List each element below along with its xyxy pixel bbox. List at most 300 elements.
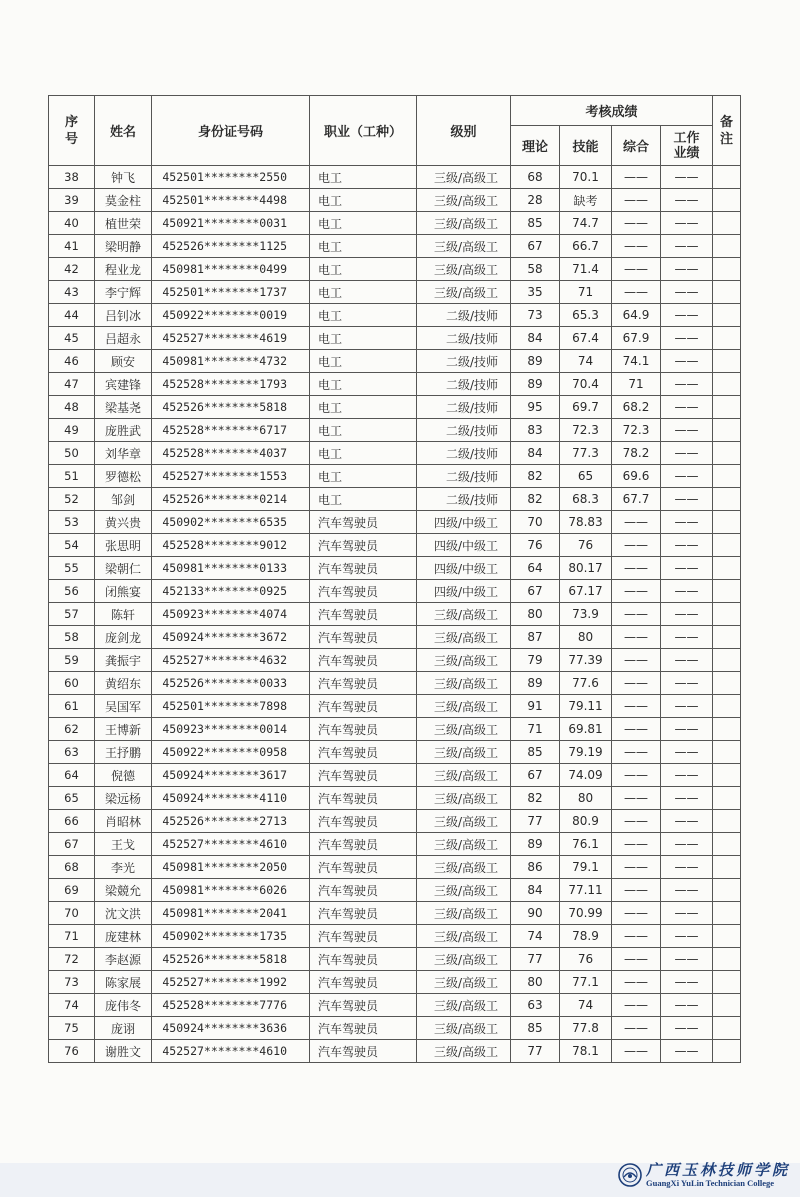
cell-skill: 74.09 (560, 764, 612, 787)
cell-theory: 89 (511, 350, 560, 373)
cell-level: 三级/高级工 (417, 649, 511, 672)
cell-work: —— (661, 580, 713, 603)
table-row (49, 764, 741, 787)
cell-skill: 77.8 (560, 1017, 612, 1040)
cell-theory: 82 (511, 488, 560, 511)
table-row (49, 718, 741, 741)
cell-name: 倪德 (95, 764, 152, 787)
cell-skill: 80 (560, 626, 612, 649)
cell-name: 闭熊宴 (95, 580, 152, 603)
cell-id: 452526********5818 (152, 948, 310, 971)
cell-level: 三级/高级工 (417, 718, 511, 741)
table-row (49, 442, 741, 465)
cell-occupation: 电工 (310, 373, 417, 396)
table-row (49, 396, 741, 419)
cell-skill: 74 (560, 350, 612, 373)
cell-level: 三级/高级工 (417, 258, 511, 281)
cell-remark (713, 557, 741, 580)
cell-skill: 80.9 (560, 810, 612, 833)
cell-level: 三级/高级工 (417, 902, 511, 925)
table-row (49, 488, 741, 511)
cell-remark (713, 1040, 741, 1063)
cell-name: 莫金柱 (95, 189, 152, 212)
table-row (49, 166, 741, 189)
cell-work: —— (661, 764, 713, 787)
cell-seq: 40 (49, 212, 95, 235)
cell-theory: 85 (511, 1017, 560, 1040)
cell-skill: 67.4 (560, 327, 612, 350)
cell-skill: 73.9 (560, 603, 612, 626)
cell-id: 450981********2041 (152, 902, 310, 925)
cell-remark (713, 327, 741, 350)
cell-occupation: 电工 (310, 488, 417, 511)
cell-theory: 84 (511, 442, 560, 465)
cell-remark (713, 373, 741, 396)
cell-overall: 64.9 (612, 304, 661, 327)
cell-occupation: 汽车驾驶员 (310, 764, 417, 787)
cell-work: —— (661, 1017, 713, 1040)
cell-id: 452528********4037 (152, 442, 310, 465)
table-row (49, 580, 741, 603)
cell-skill: 74 (560, 994, 612, 1017)
cell-occupation: 汽车驾驶员 (310, 971, 417, 994)
cell-theory: 77 (511, 1040, 560, 1063)
cell-id: 452527********4610 (152, 833, 310, 856)
cell-level: 二级/技师 (417, 327, 511, 350)
cell-overall: —— (612, 212, 661, 235)
cell-skill: 69.7 (560, 396, 612, 419)
cell-overall: —— (612, 189, 661, 212)
cell-overall: —— (612, 511, 661, 534)
cell-theory: 67 (511, 580, 560, 603)
cell-level: 三级/高级工 (417, 856, 511, 879)
cell-level: 二级/技师 (417, 350, 511, 373)
cell-skill: 79.19 (560, 741, 612, 764)
cell-level: 三级/高级工 (417, 626, 511, 649)
cell-remark (713, 787, 741, 810)
cell-theory: 89 (511, 373, 560, 396)
cell-name: 王博新 (95, 718, 152, 741)
cell-name: 宾建锋 (95, 373, 152, 396)
cell-name: 王抒鹏 (95, 741, 152, 764)
cell-work: —— (661, 166, 713, 189)
table-row (49, 281, 741, 304)
cell-occupation: 汽车驾驶员 (310, 948, 417, 971)
cell-remark (713, 580, 741, 603)
cell-skill: 72.3 (560, 419, 612, 442)
table-row (49, 902, 741, 925)
header-overall (612, 126, 661, 166)
cell-remark (713, 879, 741, 902)
cell-occupation: 汽车驾驶员 (310, 534, 417, 557)
cell-name: 庞剑龙 (95, 626, 152, 649)
cell-overall: —— (612, 649, 661, 672)
cell-level: 二级/技师 (417, 373, 511, 396)
header-name-label: 姓名 (109, 125, 136, 140)
cell-name: 龚振宇 (95, 649, 152, 672)
cell-seq: 73 (49, 971, 95, 994)
cell-level: 二级/技师 (417, 304, 511, 327)
table-row (49, 534, 741, 557)
cell-theory: 82 (511, 787, 560, 810)
cell-theory: 58 (511, 258, 560, 281)
cell-overall: —— (612, 235, 661, 258)
table-row (49, 327, 741, 350)
cell-id: 452527********1553 (152, 465, 310, 488)
table-row (49, 948, 741, 971)
cell-work: —— (661, 281, 713, 304)
cell-level: 三级/高级工 (417, 833, 511, 856)
cell-remark (713, 235, 741, 258)
cell-name: 陈轩 (95, 603, 152, 626)
cell-skill: 74.7 (560, 212, 612, 235)
cell-overall: —— (612, 902, 661, 925)
cell-remark (713, 718, 741, 741)
cell-id: 452501********2550 (152, 166, 310, 189)
table-row (49, 971, 741, 994)
table-row (49, 810, 741, 833)
header-scores-label: 考核成绩 (585, 105, 638, 120)
cell-seq: 64 (49, 764, 95, 787)
cell-overall: 72.3 (612, 419, 661, 442)
cell-work: —— (661, 902, 713, 925)
cell-overall: —— (612, 603, 661, 626)
cell-work: —— (661, 235, 713, 258)
cell-level: 二级/技师 (417, 465, 511, 488)
header-overall-label: 综合 (622, 140, 649, 155)
table-header (49, 96, 741, 166)
cell-theory: 90 (511, 902, 560, 925)
cell-seq: 57 (49, 603, 95, 626)
cell-seq: 56 (49, 580, 95, 603)
cell-name: 吴国军 (95, 695, 152, 718)
cell-occupation: 电工 (310, 212, 417, 235)
cell-id: 450923********4074 (152, 603, 310, 626)
cell-occupation: 汽车驾驶员 (310, 741, 417, 764)
cell-level: 三级/高级工 (417, 879, 511, 902)
header-work-label: 工作业绩 (673, 130, 700, 161)
header-remark (713, 96, 741, 166)
header-work (661, 126, 713, 166)
cell-skill: 79.1 (560, 856, 612, 879)
cell-occupation: 汽车驾驶员 (310, 902, 417, 925)
cell-remark (713, 511, 741, 534)
table-row (49, 258, 741, 281)
cell-theory: 77 (511, 948, 560, 971)
cell-work: —— (661, 925, 713, 948)
cell-level: 三级/高级工 (417, 971, 511, 994)
cell-occupation: 汽车驾驶员 (310, 511, 417, 534)
cell-skill: 76 (560, 534, 612, 557)
cell-seq: 42 (49, 258, 95, 281)
header-level-label: 级别 (450, 125, 477, 140)
cell-overall: —— (612, 856, 661, 879)
cell-level: 四级/中级工 (417, 534, 511, 557)
cell-work: —— (661, 718, 713, 741)
cell-theory: 71 (511, 718, 560, 741)
cell-skill: 76 (560, 948, 612, 971)
cell-work: —— (661, 373, 713, 396)
cell-work: —— (661, 741, 713, 764)
cell-id: 452528********7776 (152, 994, 310, 1017)
cell-level: 三级/高级工 (417, 787, 511, 810)
cell-remark (713, 971, 741, 994)
cell-id: 452526********2713 (152, 810, 310, 833)
cell-occupation: 汽车驾驶员 (310, 1017, 417, 1040)
cell-id: 450981********0133 (152, 557, 310, 580)
cell-id: 452526********5818 (152, 396, 310, 419)
cell-level: 三级/高级工 (417, 166, 511, 189)
cell-level: 二级/技师 (417, 419, 511, 442)
header-name (95, 96, 152, 166)
cell-level: 三级/高级工 (417, 189, 511, 212)
cell-seq: 46 (49, 350, 95, 373)
cell-level: 四级/中级工 (417, 557, 511, 580)
cell-theory: 85 (511, 212, 560, 235)
cell-skill: 77.39 (560, 649, 612, 672)
cell-level: 三级/高级工 (417, 672, 511, 695)
cell-name: 梁朝仁 (95, 557, 152, 580)
cell-name: 肖昭林 (95, 810, 152, 833)
cell-overall: —— (612, 787, 661, 810)
cell-overall: —— (612, 833, 661, 856)
table-row (49, 672, 741, 695)
cell-occupation: 电工 (310, 327, 417, 350)
cell-id: 450924********4110 (152, 787, 310, 810)
cell-theory: 89 (511, 672, 560, 695)
cell-overall: —— (612, 557, 661, 580)
header-occupation (310, 96, 417, 166)
cell-level: 三级/高级工 (417, 281, 511, 304)
cell-occupation: 汽车驾驶员 (310, 626, 417, 649)
cell-overall: 69.6 (612, 465, 661, 488)
table-row (49, 465, 741, 488)
cell-id: 452527********4632 (152, 649, 310, 672)
cell-seq: 38 (49, 166, 95, 189)
cell-name: 王戈 (95, 833, 152, 856)
cell-name: 陈家展 (95, 971, 152, 994)
cell-name: 庞胜武 (95, 419, 152, 442)
cell-seq: 53 (49, 511, 95, 534)
cell-remark (713, 902, 741, 925)
college-name-en: GuangXi YuLin Technician College (645, 1178, 775, 1188)
header-theory (511, 126, 560, 166)
cell-remark (713, 925, 741, 948)
table-row (49, 1040, 741, 1063)
cell-theory: 64 (511, 557, 560, 580)
header-skill (560, 126, 612, 166)
cell-overall: —— (612, 764, 661, 787)
cell-remark (713, 810, 741, 833)
cell-work: —— (661, 810, 713, 833)
cell-remark (713, 488, 741, 511)
header-id (152, 96, 310, 166)
score-table (48, 95, 741, 1063)
header-theory-label: 理论 (521, 140, 548, 155)
cell-seq: 66 (49, 810, 95, 833)
cell-overall: —— (612, 718, 661, 741)
cell-work: —— (661, 672, 713, 695)
cell-occupation: 电工 (310, 304, 417, 327)
cell-occupation: 电工 (310, 465, 417, 488)
table-row (49, 741, 741, 764)
cell-seq: 48 (49, 396, 95, 419)
cell-seq: 69 (49, 879, 95, 902)
cell-work: —— (661, 649, 713, 672)
cell-theory: 89 (511, 833, 560, 856)
cell-remark (713, 304, 741, 327)
cell-overall: —— (612, 1017, 661, 1040)
cell-seq: 63 (49, 741, 95, 764)
cell-name: 钟飞 (95, 166, 152, 189)
cell-name: 梁競允 (95, 879, 152, 902)
cell-seq: 49 (49, 419, 95, 442)
cell-work: —— (661, 557, 713, 580)
cell-overall: 67.9 (612, 327, 661, 350)
cell-overall: —— (612, 741, 661, 764)
cell-occupation: 汽车驾驶员 (310, 557, 417, 580)
cell-name: 刘华章 (95, 442, 152, 465)
cell-level: 二级/技师 (417, 396, 511, 419)
cell-occupation: 电工 (310, 281, 417, 304)
cell-overall: 67.7 (612, 488, 661, 511)
cell-id: 450981********0499 (152, 258, 310, 281)
cell-skill: 76.1 (560, 833, 612, 856)
cell-work: —— (661, 695, 713, 718)
cell-id: 452526********1125 (152, 235, 310, 258)
cell-theory: 84 (511, 879, 560, 902)
cell-theory: 84 (511, 327, 560, 350)
cell-name: 张思明 (95, 534, 152, 557)
cell-id: 450902********1735 (152, 925, 310, 948)
cell-id: 452527********1992 (152, 971, 310, 994)
cell-id: 452526********0033 (152, 672, 310, 695)
cell-name: 梁明静 (95, 235, 152, 258)
cell-id: 450922********0019 (152, 304, 310, 327)
cell-skill: 78.83 (560, 511, 612, 534)
cell-overall: —— (612, 580, 661, 603)
cell-id: 452528********9012 (152, 534, 310, 557)
cell-occupation: 汽车驾驶员 (310, 879, 417, 902)
cell-name: 邹剑 (95, 488, 152, 511)
cell-theory: 28 (511, 189, 560, 212)
cell-skill: 78.9 (560, 925, 612, 948)
cell-occupation: 汽车驾驶员 (310, 695, 417, 718)
cell-work: —— (661, 856, 713, 879)
cell-work: —— (661, 879, 713, 902)
cell-work: —— (661, 350, 713, 373)
cell-level: 三级/高级工 (417, 925, 511, 948)
cell-occupation: 电工 (310, 396, 417, 419)
cell-theory: 86 (511, 856, 560, 879)
cell-name: 梁远杨 (95, 787, 152, 810)
cell-work: —— (661, 465, 713, 488)
cell-name: 黄绍东 (95, 672, 152, 695)
cell-work: —— (661, 994, 713, 1017)
table-row (49, 189, 741, 212)
cell-overall: —— (612, 281, 661, 304)
cell-id: 452527********4619 (152, 327, 310, 350)
cell-level: 三级/高级工 (417, 1040, 511, 1063)
cell-name: 植世荣 (95, 212, 152, 235)
cell-theory: 87 (511, 626, 560, 649)
cell-remark (713, 672, 741, 695)
header-seq-label: 序号 (64, 114, 78, 147)
cell-occupation: 汽车驾驶员 (310, 718, 417, 741)
table-row (49, 304, 741, 327)
cell-seq: 41 (49, 235, 95, 258)
cell-skill: 65.3 (560, 304, 612, 327)
cell-work: —— (661, 488, 713, 511)
cell-overall: —— (612, 695, 661, 718)
cell-remark (713, 948, 741, 971)
cell-remark (713, 649, 741, 672)
cell-remark (713, 281, 741, 304)
cell-theory: 80 (511, 971, 560, 994)
cell-overall: —— (612, 925, 661, 948)
cell-remark (713, 856, 741, 879)
cell-level: 三级/高级工 (417, 764, 511, 787)
cell-overall: 78.2 (612, 442, 661, 465)
cell-seq: 39 (49, 189, 95, 212)
cell-name: 李赵源 (95, 948, 152, 971)
cell-seq: 50 (49, 442, 95, 465)
cell-skill: 77.1 (560, 971, 612, 994)
cell-occupation: 汽车驾驶员 (310, 810, 417, 833)
cell-overall: —— (612, 534, 661, 557)
cell-seq: 72 (49, 948, 95, 971)
college-logo-text (646, 1162, 790, 1188)
cell-level: 三级/高级工 (417, 741, 511, 764)
cell-theory: 68 (511, 166, 560, 189)
cell-occupation: 汽车驾驶员 (310, 833, 417, 856)
table-row (49, 695, 741, 718)
cell-id: 450981********4732 (152, 350, 310, 373)
cell-occupation: 汽车驾驶员 (310, 580, 417, 603)
cell-theory: 91 (511, 695, 560, 718)
cell-remark (713, 396, 741, 419)
cell-level: 三级/高级工 (417, 603, 511, 626)
cell-seq: 60 (49, 672, 95, 695)
cell-seq: 75 (49, 1017, 95, 1040)
cell-work: —— (661, 534, 713, 557)
cell-skill: 70.1 (560, 166, 612, 189)
cell-work: —— (661, 948, 713, 971)
cell-skill: 71.4 (560, 258, 612, 281)
header-skill-label: 技能 (572, 140, 599, 155)
cell-id: 450922********0958 (152, 741, 310, 764)
cell-theory: 80 (511, 603, 560, 626)
cell-work: —— (661, 327, 713, 350)
cell-id: 450924********3617 (152, 764, 310, 787)
header-occupation-label: 职业（工种） (323, 125, 402, 140)
cell-name: 庞伟冬 (95, 994, 152, 1017)
header-level (417, 96, 511, 166)
cell-name: 庞建林 (95, 925, 152, 948)
cell-id: 450981********2050 (152, 856, 310, 879)
cell-seq: 74 (49, 994, 95, 1017)
cell-seq: 44 (49, 304, 95, 327)
cell-theory: 73 (511, 304, 560, 327)
cell-level: 三级/高级工 (417, 695, 511, 718)
cell-theory: 67 (511, 235, 560, 258)
cell-occupation: 汽车驾驶员 (310, 1040, 417, 1063)
cell-theory: 63 (511, 994, 560, 1017)
cell-theory: 79 (511, 649, 560, 672)
cell-id: 450924********3636 (152, 1017, 310, 1040)
cell-skill: 70.4 (560, 373, 612, 396)
cell-remark (713, 695, 741, 718)
